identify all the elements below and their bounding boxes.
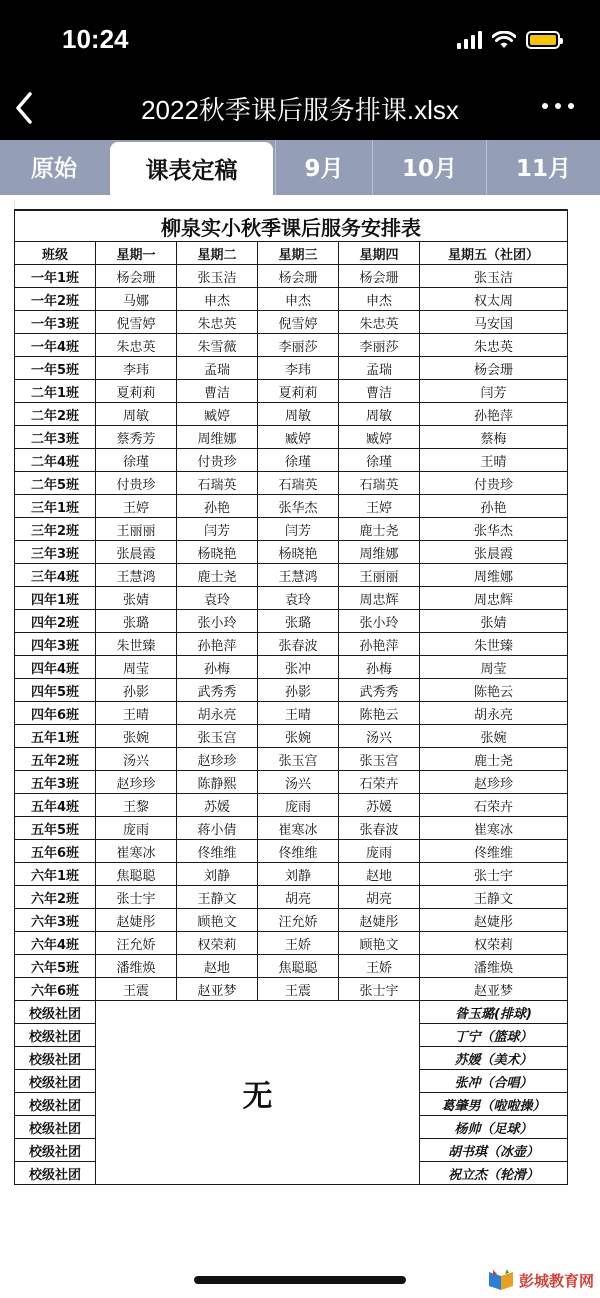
teacher-cell[interactable]: 王丽丽 bbox=[96, 518, 177, 541]
teacher-cell[interactable]: 焦聪聪 bbox=[258, 955, 339, 978]
table-row bbox=[15, 863, 568, 886]
teacher-cell[interactable]: 胡永亮 bbox=[177, 702, 258, 725]
teacher-cell[interactable]: 石瑞英 bbox=[177, 472, 258, 495]
teacher-cell[interactable]: 顾艳文 bbox=[177, 909, 258, 932]
teacher-cell[interactable]: 石瑞英 bbox=[339, 472, 420, 495]
teacher-cell[interactable]: 朱忠英 bbox=[177, 311, 258, 334]
header-friday-club[interactable]: 星期五（社团） bbox=[420, 242, 568, 265]
teacher-cell[interactable]: 夏莉莉 bbox=[96, 380, 177, 403]
teacher-cell[interactable]: 张璐 bbox=[258, 610, 339, 633]
tab-september[interactable]: 9月 bbox=[304, 156, 344, 182]
table-row bbox=[15, 725, 568, 748]
teacher-cell[interactable]: 胡永亮 bbox=[420, 702, 568, 725]
header-row bbox=[15, 242, 568, 265]
teacher-cell[interactable]: 陈艳云 bbox=[339, 702, 420, 725]
teacher-cell[interactable]: 赵地 bbox=[339, 863, 420, 886]
teacher-cell[interactable]: 汤兴 bbox=[258, 771, 339, 794]
teacher-cell[interactable]: 朱世臻 bbox=[96, 633, 177, 656]
file-title: 2022秋季课后服务排课.xlsx bbox=[141, 95, 459, 125]
class-cell[interactable]: 四年3班 bbox=[15, 633, 96, 656]
teacher-cell[interactable]: 朱雪薇 bbox=[177, 334, 258, 357]
teacher-cell[interactable]: 付贵珍 bbox=[420, 472, 568, 495]
table-row bbox=[15, 564, 568, 587]
class-cell[interactable]: 六年1班 bbox=[15, 863, 96, 886]
teacher-cell[interactable]: 刘静 bbox=[177, 863, 258, 886]
club-label-cell[interactable]: 校级社团 bbox=[15, 1093, 96, 1116]
schedule-table bbox=[14, 209, 568, 1185]
club-label-cell[interactable]: 校级社团 bbox=[15, 1116, 96, 1139]
table-row bbox=[15, 610, 568, 633]
teacher-cell[interactable]: 赵珍珍 bbox=[177, 748, 258, 771]
table-row bbox=[15, 265, 568, 288]
club-activity-cell[interactable]: 胡书琪（冰壶） bbox=[420, 1139, 568, 1162]
class-cell[interactable]: 五年6班 bbox=[15, 840, 96, 863]
teacher-cell[interactable]: 苏媛 bbox=[339, 794, 420, 817]
teacher-cell[interactable]: 孙梅 bbox=[177, 656, 258, 679]
teacher-cell[interactable]: 王震 bbox=[96, 978, 177, 1001]
teacher-cell[interactable]: 袁玲 bbox=[258, 587, 339, 610]
teacher-cell[interactable]: 张晨霞 bbox=[420, 541, 568, 564]
teacher-cell[interactable]: 付贵珍 bbox=[96, 472, 177, 495]
teacher-cell[interactable]: 臧婷 bbox=[258, 426, 339, 449]
teacher-cell[interactable]: 周忠辉 bbox=[420, 587, 568, 610]
teacher-cell[interactable]: 袁玲 bbox=[177, 587, 258, 610]
teacher-cell[interactable]: 汪允娇 bbox=[258, 909, 339, 932]
class-cell[interactable]: 三年3班 bbox=[15, 541, 96, 564]
table-row bbox=[15, 840, 568, 863]
class-cell[interactable]: 一年5班 bbox=[15, 357, 96, 380]
teacher-cell[interactable]: 付贵珍 bbox=[177, 449, 258, 472]
teacher-cell[interactable]: 权荣莉 bbox=[420, 932, 568, 955]
teacher-cell[interactable]: 鹿士尧 bbox=[420, 748, 568, 771]
table-row bbox=[15, 748, 568, 771]
header-thursday[interactable]: 星期四 bbox=[339, 242, 420, 265]
header-wednesday[interactable]: 星期三 bbox=[258, 242, 339, 265]
teacher-cell[interactable]: 张晨霞 bbox=[96, 541, 177, 564]
teacher-cell[interactable]: 刘静 bbox=[258, 863, 339, 886]
teacher-cell[interactable]: 马娜 bbox=[96, 288, 177, 311]
cellular-signal-icon bbox=[457, 31, 482, 49]
teacher-cell[interactable]: 王震 bbox=[258, 978, 339, 1001]
teacher-cell[interactable]: 张华杰 bbox=[420, 518, 568, 541]
teacher-cell[interactable]: 张玉洁 bbox=[420, 265, 568, 288]
table-row bbox=[15, 357, 568, 380]
teacher-cell[interactable]: 王黎 bbox=[96, 794, 177, 817]
table-row bbox=[15, 380, 568, 403]
class-cell[interactable]: 六年2班 bbox=[15, 886, 96, 909]
teacher-cell[interactable]: 王静文 bbox=[177, 886, 258, 909]
teacher-cell[interactable]: 蒋小倩 bbox=[177, 817, 258, 840]
class-cell[interactable]: 三年4班 bbox=[15, 564, 96, 587]
class-cell[interactable]: 二年2班 bbox=[15, 403, 96, 426]
class-cell[interactable]: 一年1班 bbox=[15, 265, 96, 288]
class-cell[interactable]: 五年1班 bbox=[15, 725, 96, 748]
teacher-cell[interactable]: 杨会珊 bbox=[96, 265, 177, 288]
teacher-cell[interactable]: 武秀秀 bbox=[339, 679, 420, 702]
teacher-cell[interactable]: 王慧鸿 bbox=[96, 564, 177, 587]
teacher-cell[interactable]: 孙艳萍 bbox=[177, 633, 258, 656]
teacher-cell[interactable]: 杨会珊 bbox=[420, 357, 568, 380]
teacher-cell[interactable]: 崔寒冰 bbox=[258, 817, 339, 840]
teacher-cell[interactable]: 闫芳 bbox=[258, 518, 339, 541]
table-row bbox=[15, 518, 568, 541]
teacher-cell[interactable]: 张玉宫 bbox=[177, 725, 258, 748]
table-row bbox=[15, 932, 568, 955]
club-activity-cell[interactable]: 丁宁（篮球） bbox=[420, 1024, 568, 1047]
teacher-cell[interactable]: 张玉宫 bbox=[258, 748, 339, 771]
club-label-cell[interactable]: 校级社团 bbox=[15, 1162, 96, 1185]
club-activity-cell[interactable]: 祝立杰（轮滑） bbox=[420, 1162, 568, 1185]
teacher-cell[interactable]: 闫芳 bbox=[420, 380, 568, 403]
teacher-cell[interactable]: 胡亮 bbox=[339, 886, 420, 909]
table-row bbox=[15, 472, 568, 495]
teacher-cell[interactable]: 张璐 bbox=[96, 610, 177, 633]
teacher-cell[interactable]: 周敏 bbox=[258, 403, 339, 426]
teacher-cell[interactable]: 张士宇 bbox=[339, 978, 420, 1001]
class-cell[interactable]: 三年1班 bbox=[15, 495, 96, 518]
class-cell[interactable]: 二年3班 bbox=[15, 426, 96, 449]
club-label-cell[interactable]: 校级社团 bbox=[15, 1047, 96, 1070]
teacher-cell[interactable]: 马安国 bbox=[420, 311, 568, 334]
class-cell[interactable]: 一年2班 bbox=[15, 288, 96, 311]
teacher-cell[interactable]: 赵珍珍 bbox=[96, 771, 177, 794]
teacher-cell[interactable]: 朱世臻 bbox=[420, 633, 568, 656]
teacher-cell[interactable]: 王丽丽 bbox=[339, 564, 420, 587]
teacher-cell[interactable]: 周维娜 bbox=[339, 541, 420, 564]
teacher-cell[interactable]: 崔寒冰 bbox=[96, 840, 177, 863]
table-row bbox=[15, 633, 568, 656]
teacher-cell[interactable]: 潘维焕 bbox=[96, 955, 177, 978]
teacher-cell[interactable]: 赵婕彤 bbox=[96, 909, 177, 932]
teacher-cell[interactable]: 赵地 bbox=[177, 955, 258, 978]
teacher-cell[interactable]: 周敏 bbox=[96, 403, 177, 426]
teacher-cell[interactable]: 佟维维 bbox=[177, 840, 258, 863]
table-row bbox=[15, 794, 568, 817]
class-cell[interactable]: 六年6班 bbox=[15, 978, 96, 1001]
club-activity-cell[interactable]: 张冲（合唱） bbox=[420, 1070, 568, 1093]
table-row bbox=[15, 656, 568, 679]
header-class[interactable]: 班级 bbox=[15, 242, 96, 265]
table-row bbox=[15, 771, 568, 794]
teacher-cell[interactable]: 赵婕彤 bbox=[420, 909, 568, 932]
header-tuesday[interactable]: 星期二 bbox=[177, 242, 258, 265]
status-time: 10:24 bbox=[62, 24, 129, 54]
teacher-cell[interactable]: 周敏 bbox=[339, 403, 420, 426]
teacher-cell[interactable]: 李丽莎 bbox=[339, 334, 420, 357]
teacher-cell[interactable]: 周维娜 bbox=[420, 564, 568, 587]
table-row bbox=[15, 679, 568, 702]
teacher-cell[interactable]: 权太周 bbox=[420, 288, 568, 311]
teacher-cell[interactable]: 王慧鸿 bbox=[258, 564, 339, 587]
teacher-cell[interactable]: 曹洁 bbox=[177, 380, 258, 403]
teacher-cell[interactable]: 赵珍珍 bbox=[420, 771, 568, 794]
book-logo-icon bbox=[487, 1268, 515, 1292]
teacher-cell[interactable]: 顾艳文 bbox=[339, 932, 420, 955]
teacher-cell[interactable]: 赵亚梦 bbox=[177, 978, 258, 1001]
class-cell[interactable]: 三年2班 bbox=[15, 518, 96, 541]
table-row bbox=[15, 495, 568, 518]
club-label-cell[interactable]: 校级社团 bbox=[15, 1139, 96, 1162]
teacher-cell[interactable]: 汤兴 bbox=[96, 748, 177, 771]
teacher-cell[interactable]: 汤兴 bbox=[339, 725, 420, 748]
class-cell[interactable]: 六年3班 bbox=[15, 909, 96, 932]
teacher-cell[interactable]: 徐瑾 bbox=[339, 449, 420, 472]
teacher-cell[interactable]: 张小玲 bbox=[177, 610, 258, 633]
teacher-cell[interactable]: 鹿士尧 bbox=[339, 518, 420, 541]
teacher-cell[interactable]: 张华杰 bbox=[258, 495, 339, 518]
teacher-cell[interactable]: 王晴 bbox=[258, 702, 339, 725]
teacher-cell[interactable]: 陈艳云 bbox=[420, 679, 568, 702]
teacher-cell[interactable]: 朱忠英 bbox=[420, 334, 568, 357]
teacher-cell[interactable]: 孟瑞 bbox=[339, 357, 420, 380]
teacher-cell[interactable]: 杨会珊 bbox=[258, 265, 339, 288]
teacher-cell[interactable]: 孟瑞 bbox=[177, 357, 258, 380]
club-activity-cell[interactable]: 杨帅（足球） bbox=[420, 1116, 568, 1139]
club-row bbox=[15, 1001, 568, 1024]
teacher-cell[interactable]: 王婷 bbox=[339, 495, 420, 518]
teacher-cell[interactable]: 张春波 bbox=[339, 817, 420, 840]
teacher-cell[interactable]: 佟维维 bbox=[420, 840, 568, 863]
teacher-cell[interactable]: 孙艳 bbox=[420, 495, 568, 518]
table-row bbox=[15, 311, 568, 334]
tab-november[interactable]: 11月 bbox=[515, 156, 571, 182]
teacher-cell[interactable]: 周莹 bbox=[96, 656, 177, 679]
teacher-cell[interactable]: 赵亚梦 bbox=[420, 978, 568, 1001]
table-row bbox=[15, 587, 568, 610]
teacher-cell[interactable]: 陈静熙 bbox=[177, 771, 258, 794]
teacher-cell[interactable]: 王静文 bbox=[420, 886, 568, 909]
teacher-cell[interactable]: 孙艳 bbox=[177, 495, 258, 518]
teacher-cell[interactable]: 蔡秀芳 bbox=[96, 426, 177, 449]
teacher-cell[interactable]: 杨晓艳 bbox=[177, 541, 258, 564]
sheet-tabs bbox=[0, 140, 600, 195]
table-row bbox=[15, 702, 568, 725]
table-row bbox=[15, 403, 568, 426]
class-cell[interactable]: 五年2班 bbox=[15, 748, 96, 771]
teacher-cell[interactable]: 周莹 bbox=[420, 656, 568, 679]
club-label-cell[interactable]: 校级社团 bbox=[15, 1070, 96, 1093]
table-row bbox=[15, 886, 568, 909]
table-row bbox=[15, 334, 568, 357]
class-cell[interactable]: 一年3班 bbox=[15, 311, 96, 334]
more-options-icon[interactable] bbox=[542, 103, 574, 109]
teacher-cell[interactable]: 庞雨 bbox=[258, 794, 339, 817]
teacher-cell[interactable]: 张婉 bbox=[96, 725, 177, 748]
spreadsheet-area bbox=[0, 195, 600, 1245]
club-activity-cell[interactable]: 葛肇男（啦啦操） bbox=[420, 1093, 568, 1116]
teacher-cell[interactable]: 汪允娇 bbox=[96, 932, 177, 955]
teacher-cell[interactable]: 张冲 bbox=[258, 656, 339, 679]
teacher-cell[interactable]: 赵婕彤 bbox=[339, 909, 420, 932]
teacher-cell[interactable]: 王娇 bbox=[339, 955, 420, 978]
teacher-cell[interactable]: 孙影 bbox=[96, 679, 177, 702]
class-cell[interactable]: 一年4班 bbox=[15, 334, 96, 357]
table-row bbox=[15, 955, 568, 978]
table-row bbox=[15, 449, 568, 472]
table-row bbox=[15, 909, 568, 932]
club-label-cell[interactable]: 校级社团 bbox=[15, 1024, 96, 1047]
teacher-cell[interactable]: 权荣莉 bbox=[177, 932, 258, 955]
teacher-cell[interactable]: 王晴 bbox=[420, 449, 568, 472]
watermark-logo bbox=[487, 1268, 594, 1292]
teacher-cell[interactable]: 石荣卉 bbox=[420, 794, 568, 817]
teacher-cell[interactable]: 孙梅 bbox=[339, 656, 420, 679]
teacher-cell[interactable]: 曹洁 bbox=[339, 380, 420, 403]
teacher-cell[interactable]: 朱忠英 bbox=[339, 311, 420, 334]
status-icons bbox=[457, 28, 560, 52]
tab-october[interactable]: 10月 bbox=[401, 156, 457, 182]
teacher-cell[interactable]: 石荣卉 bbox=[339, 771, 420, 794]
teacher-cell[interactable]: 张玉洁 bbox=[177, 265, 258, 288]
teacher-cell[interactable]: 胡亮 bbox=[258, 886, 339, 909]
class-cell[interactable]: 五年3班 bbox=[15, 771, 96, 794]
teacher-cell[interactable]: 孙艳萍 bbox=[339, 633, 420, 656]
teacher-cell[interactable]: 张玉宫 bbox=[339, 748, 420, 771]
teacher-cell[interactable]: 焦聪聪 bbox=[96, 863, 177, 886]
class-cell[interactable]: 二年1班 bbox=[15, 380, 96, 403]
teacher-cell[interactable]: 孙影 bbox=[258, 679, 339, 702]
teacher-cell[interactable]: 李丽莎 bbox=[258, 334, 339, 357]
class-cell[interactable]: 四年1班 bbox=[15, 587, 96, 610]
club-label-cell[interactable]: 校级社团 bbox=[15, 1001, 96, 1024]
teacher-cell[interactable]: 杨会珊 bbox=[339, 265, 420, 288]
class-cell[interactable]: 五年5班 bbox=[15, 817, 96, 840]
teacher-cell[interactable]: 张婧 bbox=[420, 610, 568, 633]
teacher-cell[interactable]: 鹿士尧 bbox=[177, 564, 258, 587]
teacher-cell[interactable]: 王婷 bbox=[96, 495, 177, 518]
class-cell[interactable]: 六年4班 bbox=[15, 932, 96, 955]
class-cell[interactable]: 二年4班 bbox=[15, 449, 96, 472]
home-indicator[interactable] bbox=[194, 1276, 406, 1284]
teacher-cell[interactable]: 张春波 bbox=[258, 633, 339, 656]
teacher-cell[interactable]: 申杰 bbox=[177, 288, 258, 311]
teacher-cell[interactable]: 倪雪婷 bbox=[96, 311, 177, 334]
tab-original[interactable]: 原始 bbox=[31, 156, 77, 182]
teacher-cell[interactable]: 蔡梅 bbox=[420, 426, 568, 449]
table-title[interactable]: 柳泉实小秋季课后服务安排表 bbox=[15, 210, 568, 242]
teacher-cell[interactable]: 张士宇 bbox=[96, 886, 177, 909]
teacher-cell[interactable]: 潘维焕 bbox=[420, 955, 568, 978]
wifi-icon bbox=[492, 31, 516, 49]
club-none-cell[interactable]: 无 bbox=[96, 1001, 420, 1185]
teacher-cell[interactable]: 崔寒冰 bbox=[420, 817, 568, 840]
class-cell[interactable]: 四年4班 bbox=[15, 656, 96, 679]
teacher-cell[interactable]: 张婧 bbox=[96, 587, 177, 610]
tab-final-schedule[interactable]: 课表定稿 bbox=[110, 142, 273, 195]
teacher-cell[interactable]: 周维娜 bbox=[177, 426, 258, 449]
teacher-cell[interactable]: 张士宇 bbox=[420, 863, 568, 886]
teacher-cell[interactable]: 苏媛 bbox=[177, 794, 258, 817]
teacher-cell[interactable]: 石瑞英 bbox=[258, 472, 339, 495]
teacher-cell[interactable]: 夏莉莉 bbox=[258, 380, 339, 403]
teacher-cell[interactable]: 臧婷 bbox=[177, 403, 258, 426]
club-activity-cell[interactable]: 苏媛（美术） bbox=[420, 1047, 568, 1070]
teacher-cell[interactable]: 申杰 bbox=[339, 288, 420, 311]
teacher-cell[interactable]: 臧婷 bbox=[339, 426, 420, 449]
teacher-cell[interactable]: 庞雨 bbox=[339, 840, 420, 863]
class-cell[interactable]: 五年4班 bbox=[15, 794, 96, 817]
class-cell[interactable]: 四年6班 bbox=[15, 702, 96, 725]
teacher-cell[interactable]: 张小玲 bbox=[339, 610, 420, 633]
class-cell[interactable]: 四年2班 bbox=[15, 610, 96, 633]
header-monday[interactable]: 星期一 bbox=[96, 242, 177, 265]
table-row bbox=[15, 817, 568, 840]
teacher-cell[interactable]: 杨晓艳 bbox=[258, 541, 339, 564]
teacher-cell[interactable]: 庞雨 bbox=[96, 817, 177, 840]
teacher-cell[interactable]: 李玮 bbox=[96, 357, 177, 380]
teacher-cell[interactable]: 周忠辉 bbox=[339, 587, 420, 610]
teacher-cell[interactable]: 武秀秀 bbox=[177, 679, 258, 702]
top-bar bbox=[0, 0, 600, 140]
watermark-text: 彭城教育网 bbox=[518, 1271, 594, 1290]
teacher-cell[interactable]: 佟维维 bbox=[258, 840, 339, 863]
teacher-cell[interactable]: 孙艳萍 bbox=[420, 403, 568, 426]
teacher-cell[interactable]: 张婉 bbox=[420, 725, 568, 748]
class-cell[interactable]: 四年5班 bbox=[15, 679, 96, 702]
teacher-cell[interactable]: 朱忠英 bbox=[96, 334, 177, 357]
teacher-cell[interactable]: 闫芳 bbox=[177, 518, 258, 541]
teacher-cell[interactable]: 申杰 bbox=[258, 288, 339, 311]
teacher-cell[interactable]: 王晴 bbox=[96, 702, 177, 725]
teacher-cell[interactable]: 张婉 bbox=[258, 725, 339, 748]
table-row bbox=[15, 978, 568, 1001]
class-cell[interactable]: 二年5班 bbox=[15, 472, 96, 495]
table-row bbox=[15, 541, 568, 564]
battery-icon bbox=[526, 31, 560, 49]
table-row bbox=[15, 288, 568, 311]
teacher-cell[interactable]: 倪雪婷 bbox=[258, 311, 339, 334]
teacher-cell[interactable]: 徐瑾 bbox=[96, 449, 177, 472]
teacher-cell[interactable]: 李玮 bbox=[258, 357, 339, 380]
teacher-cell[interactable]: 徐瑾 bbox=[258, 449, 339, 472]
teacher-cell[interactable]: 王娇 bbox=[258, 932, 339, 955]
club-activity-cell[interactable]: 昝玉璐(排球) bbox=[420, 1001, 568, 1024]
class-cell[interactable]: 六年5班 bbox=[15, 955, 96, 978]
table-row bbox=[15, 426, 568, 449]
